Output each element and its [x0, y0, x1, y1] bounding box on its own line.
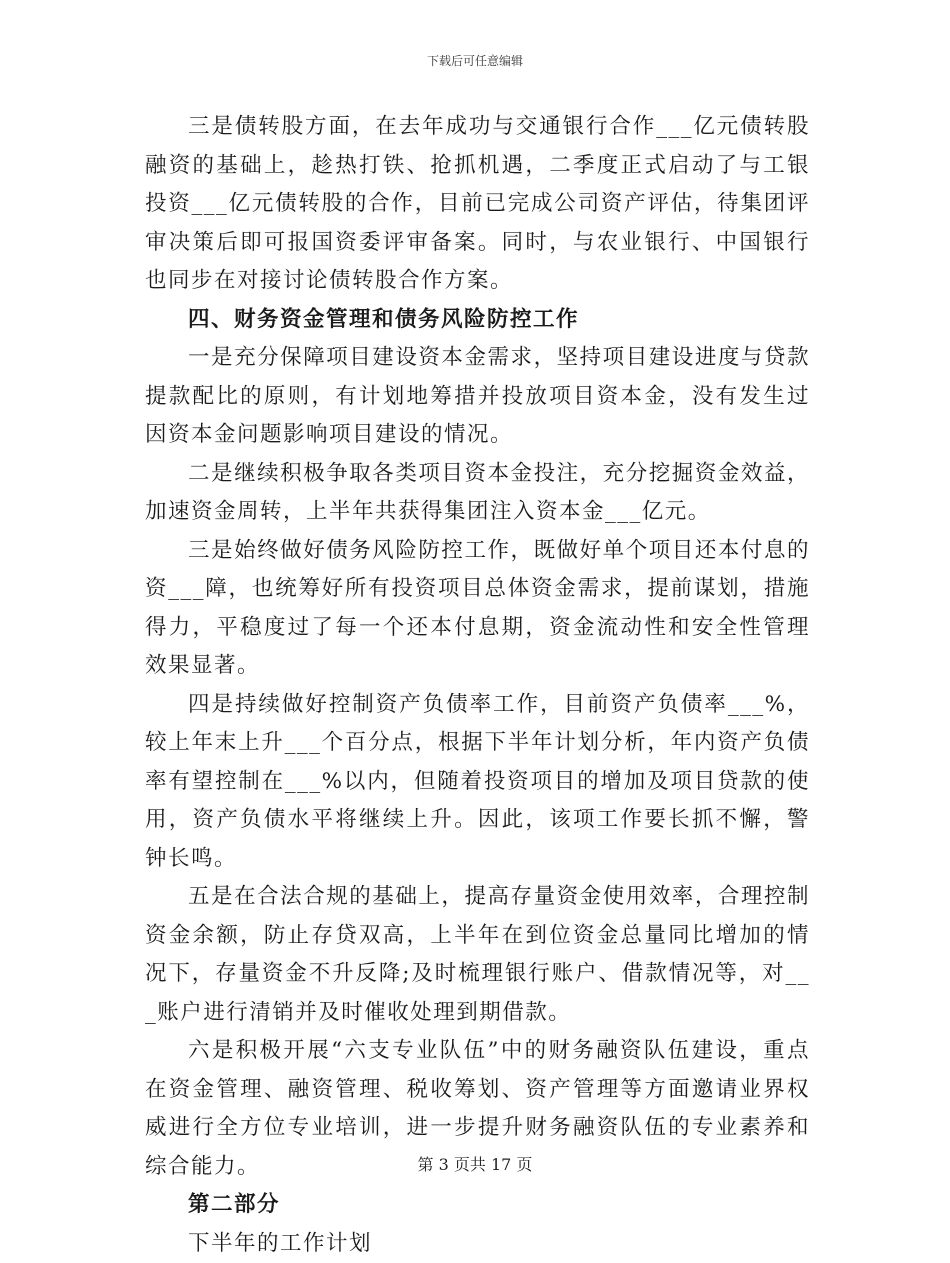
paragraph-team-building: 六是积极开展“六支专业队伍”中的财务融资队伍建设，重点在资金管理、融资管理、税收筹划、资产管理等方面邀请业界权威进行全方位专业培训，进一步提升财务融资队伍的专业素养和综合能力。: [145, 1032, 810, 1186]
section-heading-financial-risk: 四、财务资金管理和债务风险防控工作: [145, 301, 810, 340]
paragraph-debt-ratio: 四是持续做好控制资产负债率工作，目前资产负债率___%，较上年末上升___个百分点，根据下半年计划分析，年内资产负债率有望控制在___%以内，但随着投资项目的增加及项目贷款的使用，资产负债水平将继续上升。因此，该项工作要长抓不懈，警钟长鸣。: [145, 686, 810, 879]
paragraph-capital-guarantee: 一是充分保障项目建设资本金需求，坚持项目建设进度与贷款提款配比的原则，有计划地筹措并投放项目资本金，没有发生过因资本金问题影响项目建设的情况。: [145, 339, 810, 455]
subtitle-second-half-plan: 下半年的工作计划: [145, 1225, 810, 1263]
paragraph-capital-injection: 二是继续积极争取各类项目资本金投注，充分挖掘资金效益，加速资金周转，上半年共获得集团注入资本金___亿元。: [145, 455, 810, 532]
section-heading-part-two: 第二部分: [145, 1186, 810, 1225]
paragraph-fund-efficiency: 五是在合法合规的基础上，提高存量资金使用效率，合理控制资金余额，防止存贷双高，上半年在到位资金总量同比增加的情况下，存量资金不升反降;及时梳理银行账户、借款情况等，对___账户进行清销并及时催收处理到期借款。: [145, 878, 810, 1032]
page-header-note: 下载后可任意编辑: [0, 52, 950, 70]
page-number-footer: 第 3 页共 17 页: [0, 1154, 950, 1176]
document-body: [145, 108, 810, 1263]
paragraph-debt-to-equity: 三是债转股方面，在去年成功与交通银行合作___亿元债转股融资的基础上，趁热打铁、抢抓机遇，二季度正式启动了与工银投资___亿元债转股的合作，目前已完成公司资产评估，待集团评审决策后即可报国资委评审备案。同时，与农业银行、中国银行也同步在对接讨论债转股合作方案。: [145, 108, 810, 301]
paragraph-debt-risk-control: 三是始终做好债务风险防控工作，既做好单个项目还本付息的资___障，也统筹好所有投资项目总体资金需求，提前谋划，措施得力，平稳度过了每一个还本付息期，资金流动性和安全性管理效果显著。: [145, 532, 810, 686]
